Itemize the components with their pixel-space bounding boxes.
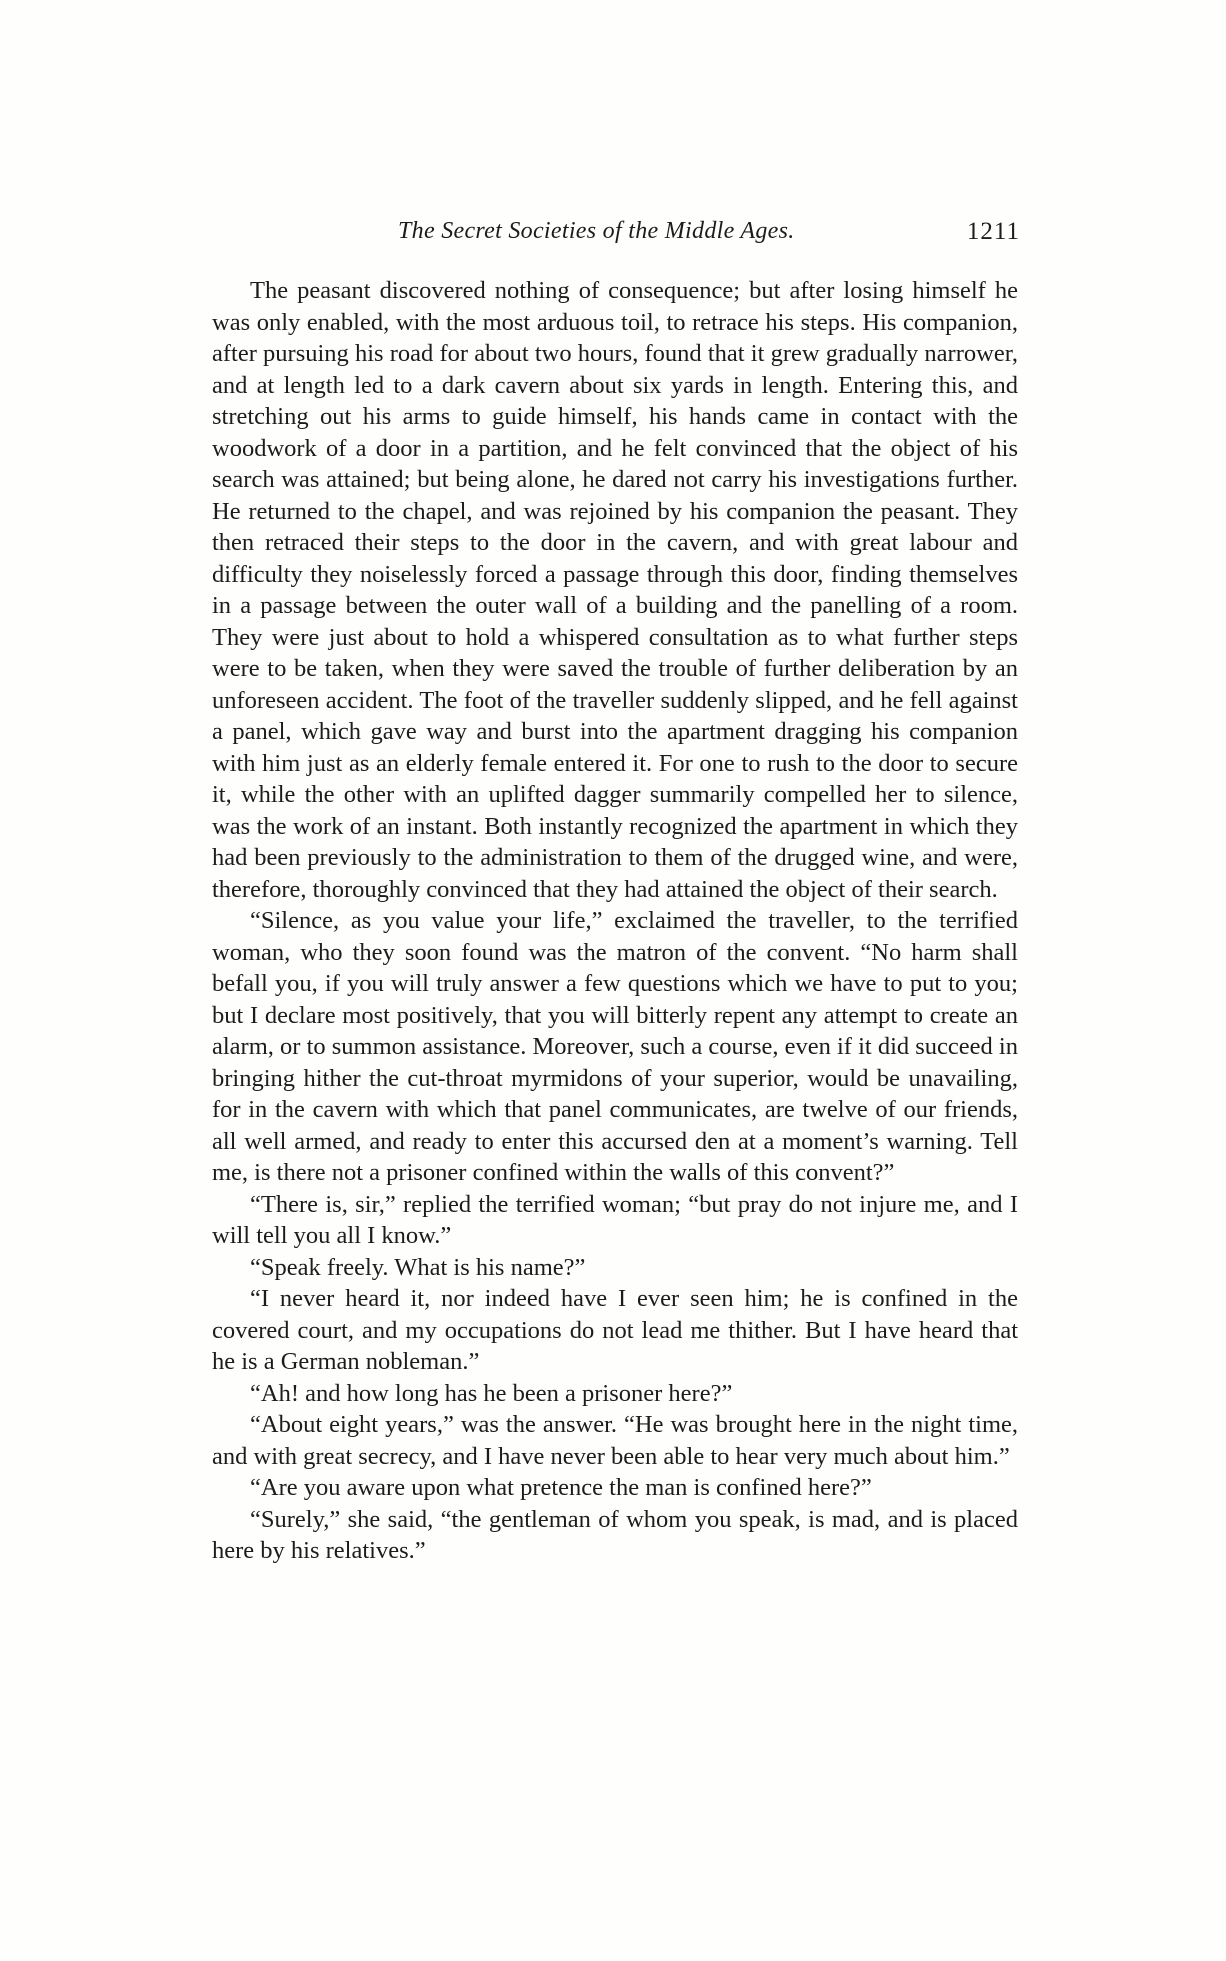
running-title: The Secret Societies of the Middle Ages. [398, 218, 795, 244]
body-text [212, 275, 1018, 1567]
paragraph: “I never heard it, nor indeed have I ever seen him; he is confined in the covered court, and my occupations do not lead me thither. But I have heard that he is a German nobleman.” [212, 1285, 1018, 1375]
paragraph: “Silence, as you value your life,” exclaimed the traveller, to the terrified woman, who they soon found was the matron of the convent. “No harm shall befall you, if you will truly answer a few questions which we have to put to you; but I declare most positively, that you will bitterly repent any attempt to create an alarm, or to summon assistance. Moreover, such a course, even if it did succeed in bringing hither the cut-throat myrmidons of your superior, would be unavailing, for in the cavern with which that panel communicates, are twelve of our friends, all well armed, and ready to enter this accursed den at a moment’s warning. Tell me, is there not a prisoner confined within the walls of this convent?” [212, 907, 1018, 1186]
paragraph: “Surely,” she said, “the gentleman of whom you speak, is mad, and is placed here by his relatives.” [212, 1505, 1018, 1564]
running-header [210, 218, 1020, 258]
paragraph: “There is, sir,” replied the terrified woman; “but pray do not injure me, and I will tell you all I know.” [212, 1190, 1018, 1249]
paragraph: “About eight years,” was the answer. “He was brought here in the night time, and with great secrecy, and I have never been able to hear very much about him.” [212, 1411, 1018, 1470]
page-number: 1211 [966, 218, 1020, 245]
paragraph: The peasant discovered nothing of consequence; but after losing himself he was only enabled, with the most arduous toil, to retrace his steps. His companion, after pursuing his road for about two hours, found that it grew gradually narrower, and at length led to a dark cavern about six yards in length. Entering this, and stretching out his arms to guide himself, his hands came in contact with the woodwork of a door in a partition, and he felt convinced that the object of his search was attained; but being alone, he dared not carry his investigations further. He returned to the chapel, and was rejoined by his companion the peasant. They then retraced their steps to the door in the cavern, and with great labour and difficulty they noiselessly forced a passage through this door, finding themselves in a passage between the outer wall of a building and the panelling of a room. They were just about to hold a whispered consultation as to what further steps were to be taken, when they were saved the trouble of further deliberation by an unforeseen accident. The foot of the traveller suddenly slipped, and he fell against a panel, which gave way and burst into the apartment dragging his companion with him just as an elderly female entered it. For one to rush to the door to secure it, while the other with an uplifted dagger summarily compelled her to silence, was the work of an instant. Both instantly recognized the apartment in which they had been previously to the administration to them of the drugged wine, and were, therefore, thoroughly convinced that they had attained the object of their search. [212, 277, 1018, 903]
paragraph: “Speak freely. What is his name?” [250, 1253, 586, 1281]
paragraph: “Are you aware upon what pretence the man is confined here?” [250, 1474, 872, 1501]
paragraph: “Ah! and how long has he been a prisoner here?” [250, 1379, 733, 1407]
